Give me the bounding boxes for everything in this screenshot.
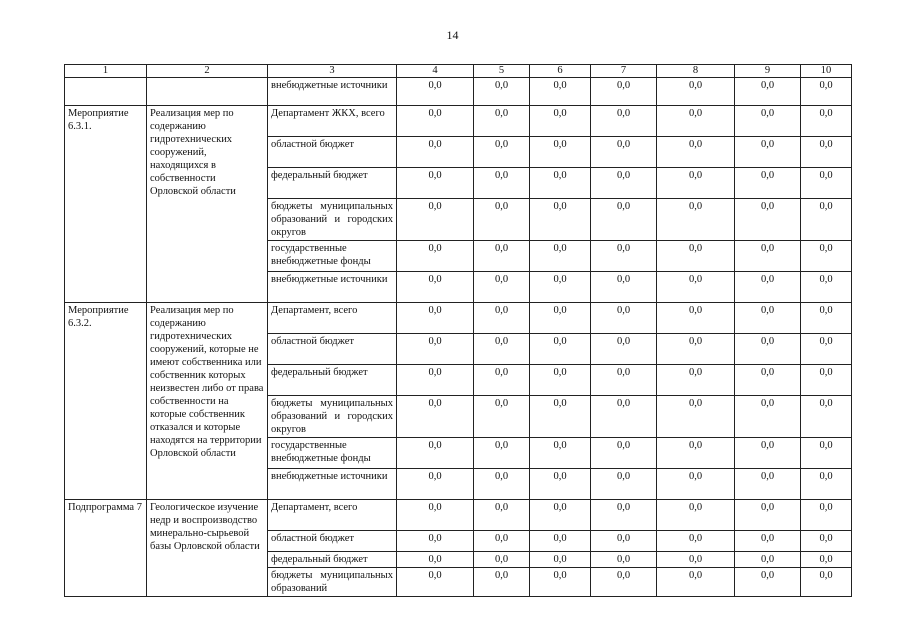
value-cell: 0,0 (735, 137, 801, 168)
value-cell: 0,0 (530, 106, 591, 137)
value-cell: 0,0 (735, 438, 801, 469)
value-cell: 0,0 (530, 568, 591, 597)
value-cell: 0,0 (397, 78, 474, 106)
funding-source-cell: областной бюджет (268, 137, 397, 168)
value-cell: 0,0 (474, 241, 530, 272)
funding-source-cell: бюджеты муниципальных образований и городских округов (268, 396, 397, 438)
column-header: 1 (65, 65, 147, 78)
value-cell: 0,0 (474, 365, 530, 396)
value-cell: 0,0 (801, 199, 852, 241)
value-cell: 0,0 (530, 241, 591, 272)
funding-source-cell: внебюджетные источники (268, 469, 397, 500)
column-header: 8 (657, 65, 735, 78)
value-cell: 0,0 (474, 396, 530, 438)
column-header: 10 (801, 65, 852, 78)
value-cell: 0,0 (657, 365, 735, 396)
value-cell: 0,0 (801, 168, 852, 199)
value-cell: 0,0 (530, 272, 591, 303)
value-cell: 0,0 (530, 365, 591, 396)
column-header: 4 (397, 65, 474, 78)
value-cell: 0,0 (591, 303, 657, 334)
value-cell: 0,0 (657, 469, 735, 500)
value-cell: 0,0 (801, 568, 852, 597)
value-cell: 0,0 (591, 106, 657, 137)
table-row (65, 106, 852, 137)
value-cell: 0,0 (801, 303, 852, 334)
value-cell: 0,0 (474, 568, 530, 597)
value-cell: 0,0 (657, 396, 735, 438)
funding-source-cell: федеральный бюджет (268, 168, 397, 199)
value-cell: 0,0 (657, 303, 735, 334)
value-cell: 0,0 (735, 168, 801, 199)
column-header: 5 (474, 65, 530, 78)
item-code-cell: Мероприятие 6.3.1. (65, 106, 147, 303)
value-cell: 0,0 (657, 199, 735, 241)
item-title-cell (147, 78, 268, 106)
value-cell: 0,0 (735, 552, 801, 568)
value-cell: 0,0 (657, 272, 735, 303)
value-cell: 0,0 (657, 568, 735, 597)
value-cell: 0,0 (591, 199, 657, 241)
value-cell: 0,0 (474, 78, 530, 106)
funding-source-cell: внебюджетные источники (268, 272, 397, 303)
value-cell: 0,0 (591, 396, 657, 438)
value-cell: 0,0 (735, 272, 801, 303)
value-cell: 0,0 (591, 469, 657, 500)
funding-source-cell: Департамент, всего (268, 303, 397, 334)
value-cell: 0,0 (801, 137, 852, 168)
value-cell: 0,0 (735, 568, 801, 597)
column-header: 7 (591, 65, 657, 78)
value-cell: 0,0 (591, 365, 657, 396)
value-cell: 0,0 (397, 469, 474, 500)
value-cell: 0,0 (474, 438, 530, 469)
value-cell: 0,0 (801, 531, 852, 552)
value-cell: 0,0 (801, 438, 852, 469)
funding-source-cell: государственные внебюджетные фонды (268, 241, 397, 272)
value-cell: 0,0 (530, 396, 591, 438)
value-cell: 0,0 (801, 241, 852, 272)
value-cell: 0,0 (474, 552, 530, 568)
value-cell: 0,0 (397, 241, 474, 272)
value-cell: 0,0 (801, 552, 852, 568)
table-row (65, 303, 852, 334)
value-cell: 0,0 (397, 500, 474, 531)
value-cell: 0,0 (530, 334, 591, 365)
value-cell: 0,0 (801, 500, 852, 531)
value-cell: 0,0 (397, 552, 474, 568)
table-body (65, 78, 852, 597)
value-cell: 0,0 (397, 199, 474, 241)
value-cell: 0,0 (591, 272, 657, 303)
funding-source-cell: государственные внебюджетные фонды (268, 438, 397, 469)
column-header: 3 (268, 65, 397, 78)
value-cell: 0,0 (530, 531, 591, 552)
header-row (65, 65, 852, 78)
page-number: 14 (446, 28, 459, 42)
value-cell: 0,0 (801, 106, 852, 137)
value-cell: 0,0 (735, 396, 801, 438)
value-cell: 0,0 (530, 500, 591, 531)
table-row (65, 500, 852, 531)
value-cell: 0,0 (530, 303, 591, 334)
value-cell: 0,0 (397, 106, 474, 137)
funding-source-cell: областной бюджет (268, 531, 397, 552)
value-cell: 0,0 (735, 531, 801, 552)
funding-source-cell: Департамент ЖКХ, всего (268, 106, 397, 137)
value-cell: 0,0 (397, 168, 474, 199)
funding-source-cell: федеральный бюджет (268, 365, 397, 396)
value-cell: 0,0 (474, 137, 530, 168)
value-cell: 0,0 (591, 500, 657, 531)
value-cell: 0,0 (397, 334, 474, 365)
value-cell: 0,0 (530, 469, 591, 500)
value-cell: 0,0 (397, 396, 474, 438)
value-cell: 0,0 (801, 334, 852, 365)
column-header: 2 (147, 65, 268, 78)
value-cell: 0,0 (474, 334, 530, 365)
funding-source-cell: бюджеты муниципальных образований (268, 568, 397, 597)
value-cell: 0,0 (591, 241, 657, 272)
value-cell: 0,0 (801, 272, 852, 303)
value-cell: 0,0 (591, 334, 657, 365)
value-cell: 0,0 (591, 438, 657, 469)
value-cell: 0,0 (735, 78, 801, 106)
item-title-cell: Реализация мер по содержанию гидротехнических сооружений, которые не имеют собственника или собственник которых неизвестен либо от права собственности на которые собственник отказался и которые находятся на территории Орловской области (147, 303, 268, 500)
value-cell: 0,0 (530, 438, 591, 469)
value-cell: 0,0 (735, 199, 801, 241)
value-cell: 0,0 (474, 469, 530, 500)
value-cell: 0,0 (474, 531, 530, 552)
value-cell: 0,0 (474, 500, 530, 531)
value-cell: 0,0 (801, 396, 852, 438)
funding-source-cell: Департамент, всего (268, 500, 397, 531)
value-cell: 0,0 (657, 78, 735, 106)
item-title-cell: Реализация мер по содержанию гидротехнических сооружений, находящихся в собственности Орловской области (147, 106, 268, 303)
value-cell: 0,0 (530, 168, 591, 199)
value-cell: 0,0 (735, 365, 801, 396)
funding-source-cell: областной бюджет (268, 334, 397, 365)
value-cell: 0,0 (735, 500, 801, 531)
value-cell: 0,0 (801, 78, 852, 106)
value-cell: 0,0 (530, 552, 591, 568)
item-title-cell: Геологическое изучение недр и воспроизводство минерально-сырьевой базы Орловской области (147, 500, 268, 597)
value-cell: 0,0 (735, 106, 801, 137)
value-cell: 0,0 (474, 106, 530, 137)
value-cell: 0,0 (474, 199, 530, 241)
value-cell: 0,0 (735, 469, 801, 500)
value-cell: 0,0 (474, 303, 530, 334)
value-cell: 0,0 (591, 552, 657, 568)
value-cell: 0,0 (397, 568, 474, 597)
value-cell: 0,0 (657, 241, 735, 272)
value-cell: 0,0 (801, 365, 852, 396)
value-cell: 0,0 (657, 334, 735, 365)
value-cell: 0,0 (801, 469, 852, 500)
item-code-cell (65, 78, 147, 106)
value-cell: 0,0 (591, 137, 657, 168)
value-cell: 0,0 (657, 106, 735, 137)
value-cell: 0,0 (657, 552, 735, 568)
item-code-cell: Мероприятие 6.3.2. (65, 303, 147, 500)
funding-source-cell: федеральный бюджет (268, 552, 397, 568)
value-cell: 0,0 (657, 500, 735, 531)
value-cell: 0,0 (657, 137, 735, 168)
value-cell: 0,0 (397, 272, 474, 303)
value-cell: 0,0 (591, 168, 657, 199)
budget-table (64, 64, 852, 597)
column-header: 6 (530, 65, 591, 78)
funding-source-cell: бюджеты муниципальных образований и городских округов (268, 199, 397, 241)
value-cell: 0,0 (591, 568, 657, 597)
value-cell: 0,0 (474, 272, 530, 303)
column-header: 9 (735, 65, 801, 78)
value-cell: 0,0 (474, 168, 530, 199)
value-cell: 0,0 (397, 303, 474, 334)
value-cell: 0,0 (657, 438, 735, 469)
value-cell: 0,0 (657, 531, 735, 552)
value-cell: 0,0 (397, 365, 474, 396)
value-cell: 0,0 (735, 241, 801, 272)
value-cell: 0,0 (591, 531, 657, 552)
value-cell: 0,0 (397, 438, 474, 469)
value-cell: 0,0 (735, 334, 801, 365)
value-cell: 0,0 (530, 199, 591, 241)
item-code-cell: Подпрограмма 7 (65, 500, 147, 597)
value-cell: 0,0 (530, 137, 591, 168)
value-cell: 0,0 (530, 78, 591, 106)
table-row (65, 78, 852, 106)
value-cell: 0,0 (735, 303, 801, 334)
value-cell: 0,0 (397, 137, 474, 168)
funding-source-cell: внебюджетные источники (268, 78, 397, 106)
value-cell: 0,0 (591, 78, 657, 106)
value-cell: 0,0 (397, 531, 474, 552)
value-cell: 0,0 (657, 168, 735, 199)
